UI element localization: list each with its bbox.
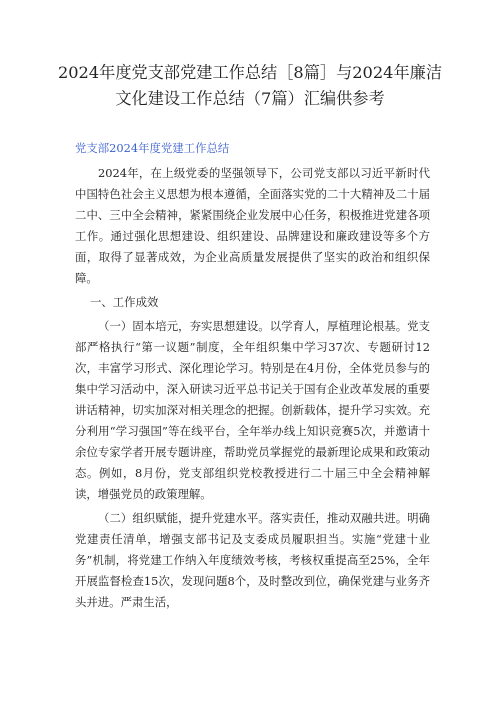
document-body	[75, 163, 430, 616]
title-line-1: 2024年度党支部党建工作总结［8篇］与2024年廉洁	[57, 63, 443, 82]
section-heading-link[interactable]: 党支部2024年度党建工作总结	[75, 141, 230, 155]
paragraph-2: （二）组织赋能，提升党建水平。落实责任，推动双融共进。明确党建责任清单，增强支部书记及支委成员履职担当。实施“党建十业务”机制，将党建工作纳入年度绩效考核，考核权重提高至25%，全年开展监督检查15次，发现问题8个，及时整改到位，确保党建与业务齐头并进。严肃生活，	[75, 511, 430, 609]
paragraph-1: （一）固本培元，夯实思想建设。以学育人，厚植理论根基。党支部严格执行“第一议题”制度，全年组织集中学习37次、专题研讨12次，丰富学习形式、深化理论学习。特别是在4月份，全体党员参与的集中学习活动中，深入研读习近平总书记关于国有企业改革发展的重要讲话精神，切实加深对相关理念的把握。创新载体，提升学习实效。充分利用“学习强国”等在线平台，全年举办线上知识竞赛5次，并邀请十余位专家学者开展专题讲座，帮助党员掌握党的最新理论成果和政策动态。例如，8月份，党支部组织党校教授进行二十届三中全会精神解读，增强党员的政策理解。	[75, 319, 430, 501]
intro-paragraph: 2024年，在上级党委的坚强领导下，公司党支部以习近平新时代中国特色社会主义思想为根本遵循，全面落实党的二十大精神及二十届二中、三中全会精神，紧紧围绕企业发展中心任务，积极推进党建各项工作。通过强化思想建设、组织建设、品牌建设和廉政建设等多个方面，取得了显著成效，为企业高质量发展提供了坚实的政治和组织保障。	[75, 166, 430, 285]
document-title	[40, 60, 460, 112]
title-line-2: 文化建设工作总结（7篇）汇编供参考	[115, 89, 385, 108]
section-heading: 一、工作成效	[90, 295, 159, 309]
